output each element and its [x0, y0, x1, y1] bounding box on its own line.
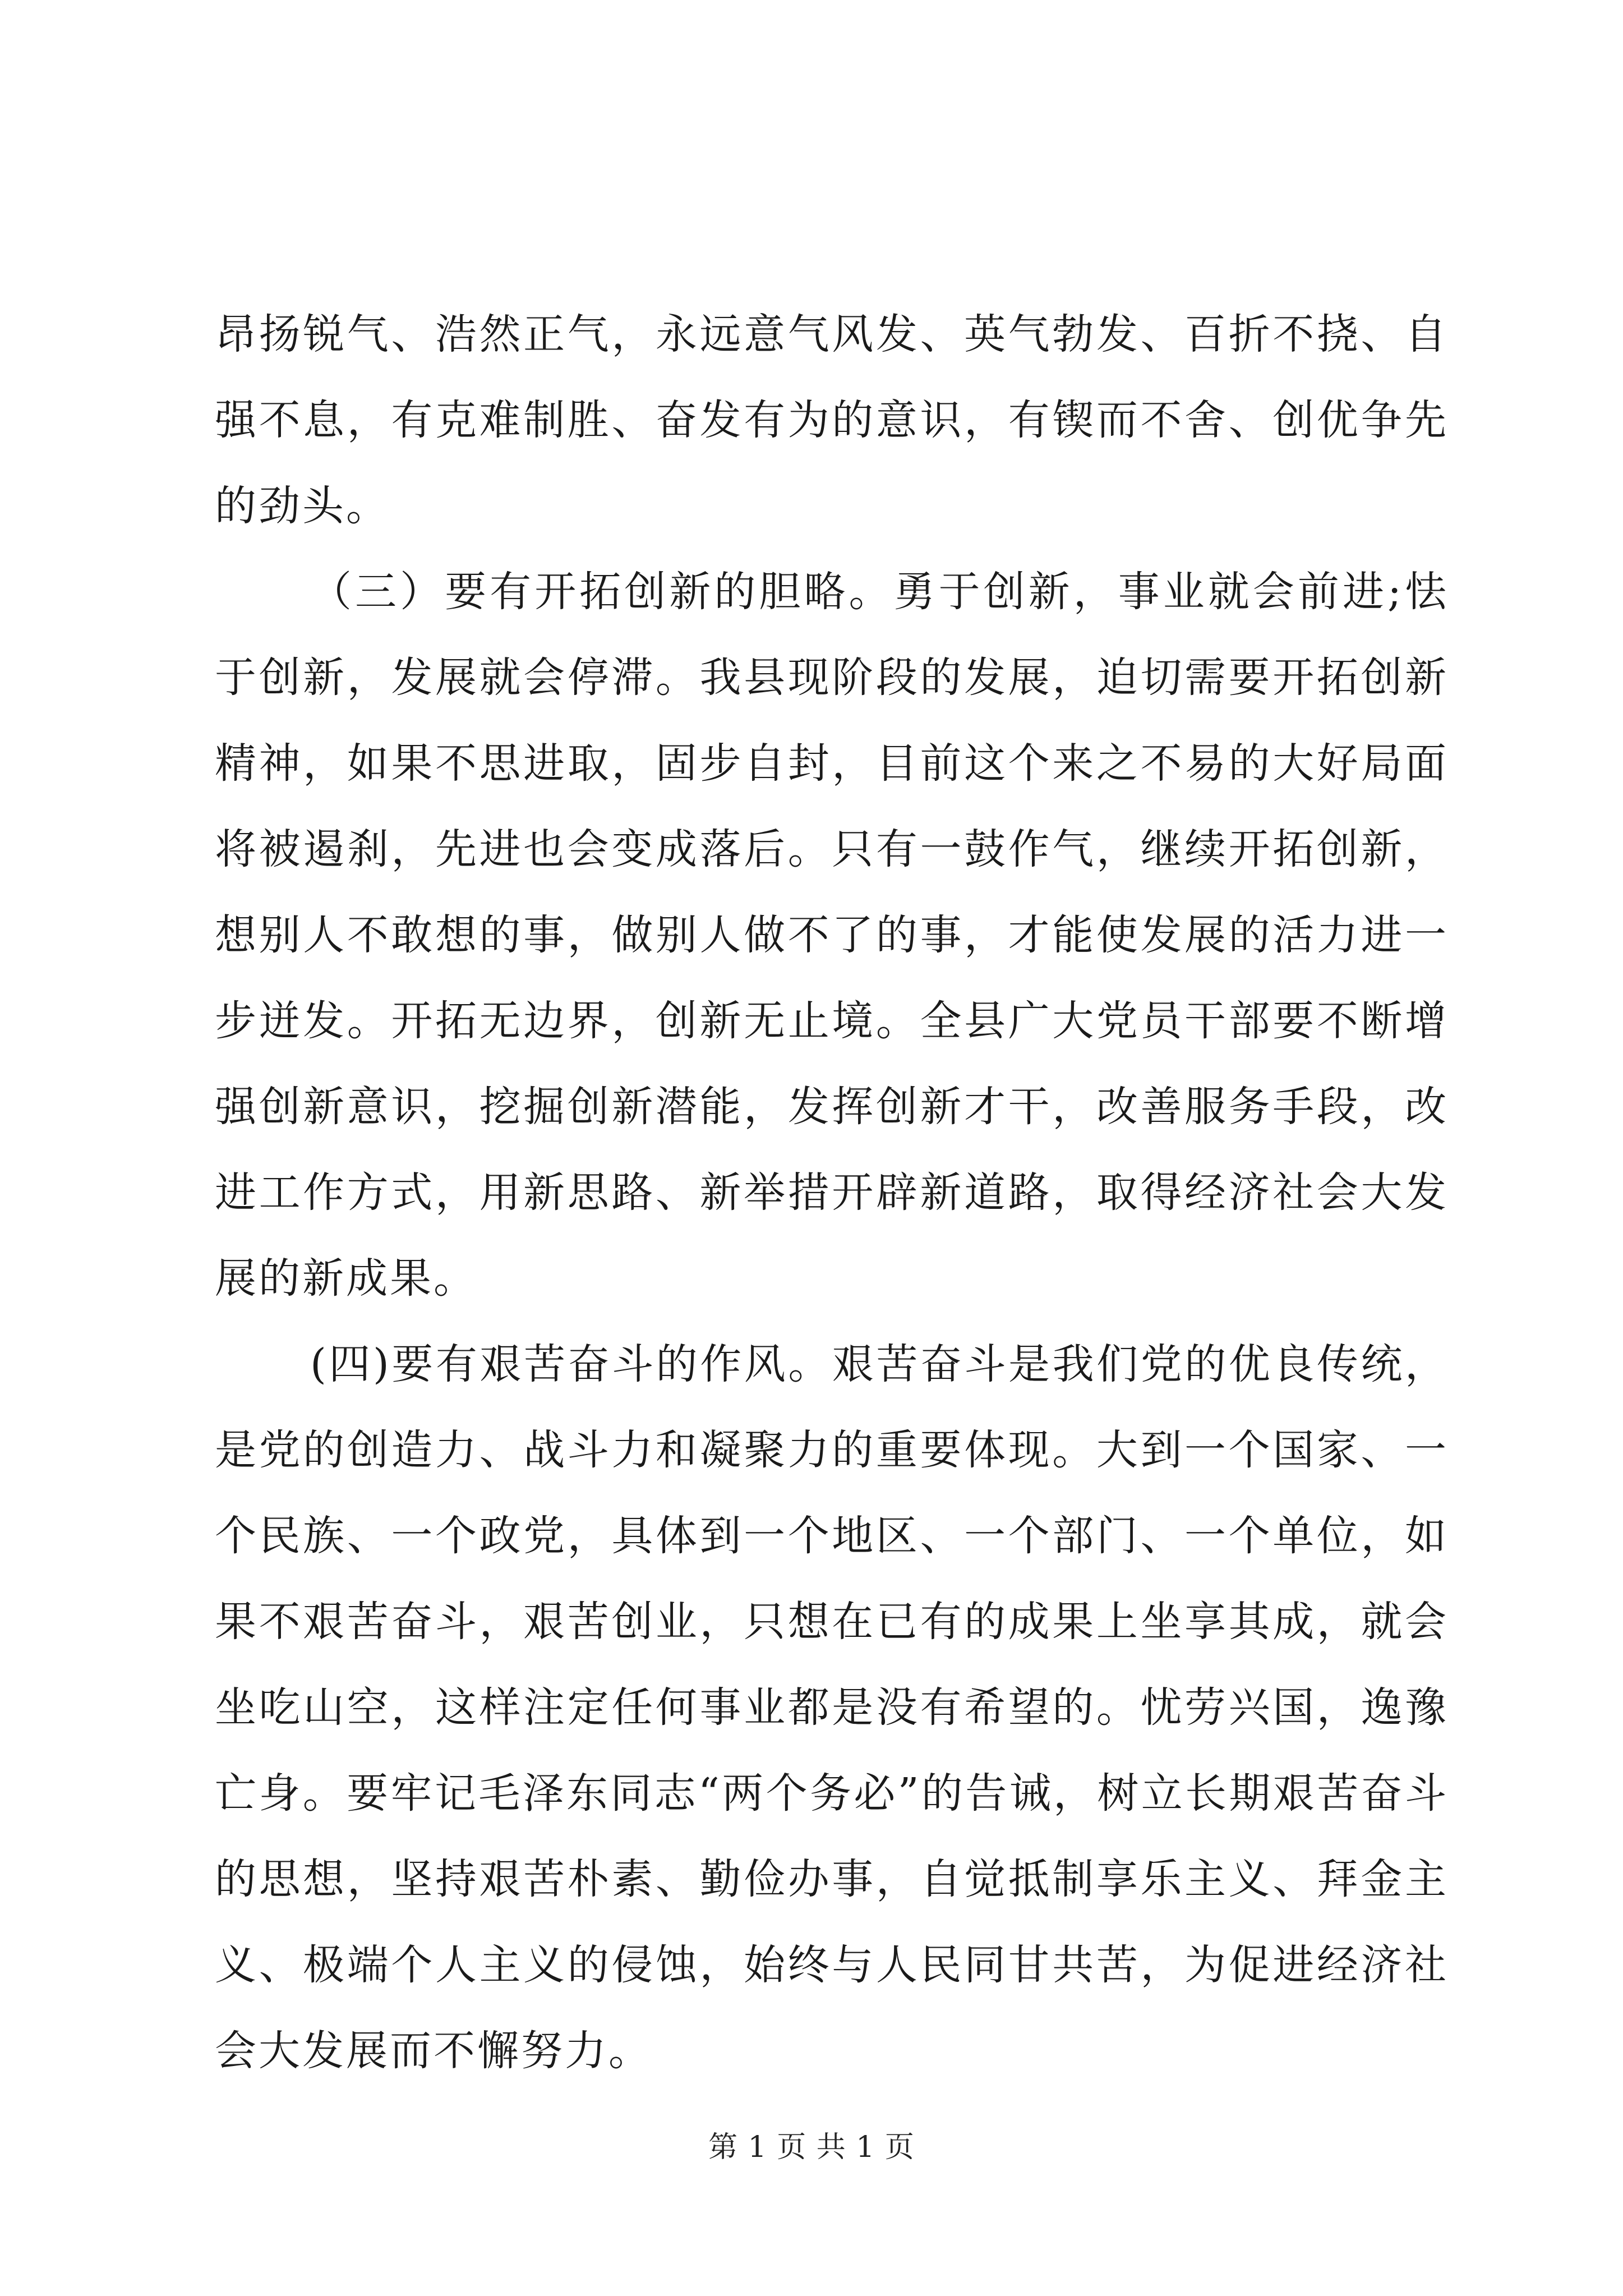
paragraph-continuation: 昂扬锐气、浩然正气，永远意气风发、英气勃发、百折不挠、自强不息，有克难制胜、奋发有为的意识，有锲而不舍、创优争先的劲头。 [215, 310, 1449, 530]
paragraph-section-three: （三）要有开拓创新的胆略。勇于创新，事业就会前进;怯于创新，发展就会停滞。我县现阶段的发展，迫切需要开拓创新精神，如果不思进取，固步自封，目前这个来之不易的大好局面将被遏刹，先进也会变成落后。只有一鼓作气，继续开拓创新，想别人不敢想的事，做别人做不了的事，才能使发展的活力进一步迸发。开拓无边界，创新无止境。全县广大党员干部要不断增强创新意识，挖掘创新潜能，发挥创新才干，改善服务手段，改进工作方式，用新思路、新举措开辟新道路，取得经济社会大发展的新成果。 [215, 568, 1449, 1303]
paragraph-section-four: (四)要有艰苦奋斗的作风。艰苦奋斗是我们党的优良传统，是党的创造力、战斗力和凝聚力的重要体现。大到一个国家、一个民族、一个政党，具体到一个地区、一个部门、一个单位，如果不艰苦奋斗，艰苦创业，只想在已有的成果上坐享其成，就会坐吃山空，这样注定任何事业都是没有希望的。忧劳兴国，逸豫亡身。要牢记毛泽东同志“两个务必”的告诫，树立长期艰苦奋斗的思想，坚持艰苦朴素、勤俭办事，自觉抵制享乐主义、拜金主义、极端个人主义的侵蚀，始终与人民同甘共苦，为促进经济社会大发展而不懈努力。 [215, 1340, 1449, 2075]
document-body [215, 292, 1449, 2094]
page-footer: 第 1 页 共 1 页 [708, 2131, 915, 2164]
